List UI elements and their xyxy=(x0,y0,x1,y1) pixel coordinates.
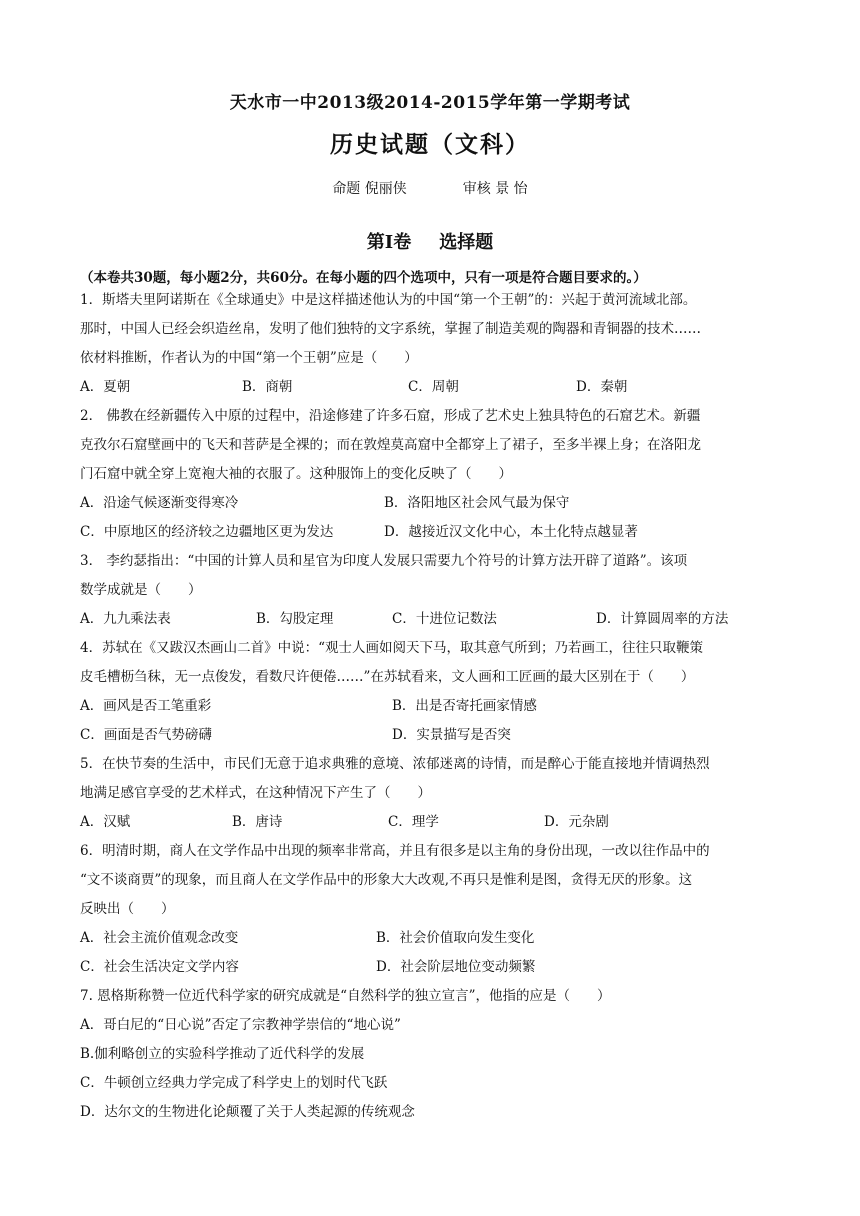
option-a[interactable]: A．社会主流价值观念改变 xyxy=(80,930,239,946)
option-c[interactable]: C．牛顿创立经典力学完成了科学史上的划时代飞跃 xyxy=(80,1075,388,1091)
option-b[interactable]: B.伽利略创立的实验科学推动了近代科学的发展 xyxy=(80,1046,365,1062)
question-7 xyxy=(80,982,792,1127)
exam-subject-title: 历史试题（文科） xyxy=(330,131,530,158)
option-d[interactable]: D．计算圆周率的方法 xyxy=(596,611,729,627)
options-row xyxy=(80,518,792,547)
option-a[interactable]: A．夏朝 xyxy=(80,379,131,395)
author-label: 命题 倪丽侠 xyxy=(332,181,407,197)
question-stem-line: 那时，中国人已经会织造丝帛，发明了他们独特的文字系统，掌握了制造美观的陶器和青铜器的技术…… xyxy=(80,321,701,337)
question-stem-line: 4．苏轼在《又跋汉杰画山二首》中说：“观士人画如阅天下马，取其意气所到；乃若画工，往往只取鞭策 xyxy=(80,640,703,656)
question-stem-line: 依材料推断，作者认为的中国“第一个王朝”应是（ ） xyxy=(80,350,418,366)
option-a[interactable]: A．九九乘法表 xyxy=(80,611,171,627)
option-a[interactable]: A．沿途气候逐渐变得寒冷 xyxy=(80,495,239,511)
option-d[interactable]: D．社会阶层地位变动频繁 xyxy=(376,959,536,975)
options-row xyxy=(80,721,792,750)
question-stem-line: 克孜尔石窟壁画中的飞天和菩萨是全裸的；而在敦煌莫高窟中全都穿上了裙子，至多半裸上身；在洛阳龙 xyxy=(80,437,701,453)
question-stem-line: 7. 恩格斯称赞一位近代科学家的研究成就是“自然科学的独立宣言”，他指的应是（ ） xyxy=(80,988,611,1004)
question-stem-line: 6．明清时期，商人在文学作品中出现的频率非常高，并且有很多是以主角的身份出现，一改以往作品中的 xyxy=(80,843,710,859)
option-d[interactable]: D．实景描写是否突 xyxy=(392,727,511,743)
question-2 xyxy=(80,402,792,547)
question-5 xyxy=(80,750,792,837)
options-row xyxy=(80,953,792,982)
section-instructions: （本卷共30题，每小题2分，共60分。在每小题的四个选项中，只有一项是符合题目要求的。） xyxy=(80,270,647,286)
option-d[interactable]: D．元杂剧 xyxy=(544,814,609,830)
options-row xyxy=(80,692,792,721)
byline xyxy=(0,178,860,198)
option-a[interactable]: A．哥白尼的“日心说”否定了宗教神学崇信的“地心说” xyxy=(80,1017,401,1033)
option-b[interactable]: B．勾股定理 xyxy=(256,611,334,627)
question-stem-line: 数学成就是（ ） xyxy=(80,582,202,598)
question-stem-line: 门石窟中就全穿上宽袍大袖的衣服了。这种服饰上的变化反映了（ ） xyxy=(80,466,512,482)
option-b[interactable]: B．商朝 xyxy=(242,379,293,395)
options-row xyxy=(80,489,792,518)
option-a[interactable]: A．汉赋 xyxy=(80,814,131,830)
option-c[interactable]: C．社会生活决定文学内容 xyxy=(80,959,239,975)
section-part: 第Ⅰ卷 xyxy=(366,232,412,253)
options-row xyxy=(80,924,792,953)
option-c[interactable]: C．周朝 xyxy=(408,379,459,395)
question-stem-line: “文不谈商贾”的现象，而且商人在文学作品中的形象大大改观,不再只是惟利是图，贪得无厌的形象。这 xyxy=(80,872,693,888)
option-a[interactable]: A．画风是否工笔重彩 xyxy=(80,698,212,714)
option-b[interactable]: B．唐诗 xyxy=(232,814,283,830)
section-name: 选择题 xyxy=(439,232,494,253)
option-d[interactable]: D．秦朝 xyxy=(576,379,628,395)
option-b[interactable]: B．社会价值取向发生变化 xyxy=(376,930,535,946)
reviewer-label: 审核 景 怡 xyxy=(462,181,528,197)
question-1 xyxy=(80,286,792,402)
question-stem-line: 2． 佛教在经新疆传入中原的过程中，沿途修建了许多石窟，形成了艺术史上独具特色的石窟艺术。新疆 xyxy=(80,408,701,424)
question-3 xyxy=(80,547,792,634)
question-stem-line: 3． 李约瑟指出：“中国的计算人员和星官为印度人发展只需要九个符号的计算方法开辟了道路”。该项 xyxy=(80,553,688,569)
question-4 xyxy=(80,634,792,750)
option-c[interactable]: C．画面是否气势磅礴 xyxy=(80,727,212,743)
option-b[interactable]: B．出是否寄托画家情感 xyxy=(392,698,537,714)
question-stem-line: 皮毛槽枥刍秣，无一点俊发，看数尺许便倦……”在苏轼看来，文人画和工匠画的最大区别在于（ ） xyxy=(80,669,695,685)
option-c[interactable]: C．理学 xyxy=(388,814,439,830)
question-stem-line: 反映出（ ） xyxy=(80,901,175,917)
question-list xyxy=(80,286,792,1127)
question-stem-line: 5．在快节奏的生活中，市民们无意于追求典雅的意境、浓郁迷离的诗情，而是醉心于能直接地并情调热烈 xyxy=(80,756,710,772)
exam-title: 天水市一中2013级2014-2015学年第一学期考试 xyxy=(229,93,631,113)
option-c[interactable]: C．中原地区的经济较之边疆地区更为发达 xyxy=(80,524,334,540)
options-row xyxy=(80,605,792,634)
option-c[interactable]: C．十进位记数法 xyxy=(392,611,497,627)
option-b[interactable]: B．洛阳地区社会风气最为保守 xyxy=(384,495,570,511)
question-6 xyxy=(80,837,792,982)
option-d[interactable]: D．越接近汉文化中心，本土化特点越显著 xyxy=(384,524,638,540)
section-heading xyxy=(0,228,860,254)
question-stem-line: 地满足感官享受的艺术样式，在这种情况下产生了（ ） xyxy=(80,785,431,801)
options-row xyxy=(80,808,792,837)
question-stem-line: 1．斯塔夫里阿诺斯在《全球通史》中是这样描述他认为的中国“第一个王朝”的：兴起于黄河流域北部。 xyxy=(80,292,697,308)
options-row xyxy=(80,373,792,402)
option-d[interactable]: D．达尔文的生物进化论颠覆了关于人类起源的传统观念 xyxy=(80,1104,415,1120)
